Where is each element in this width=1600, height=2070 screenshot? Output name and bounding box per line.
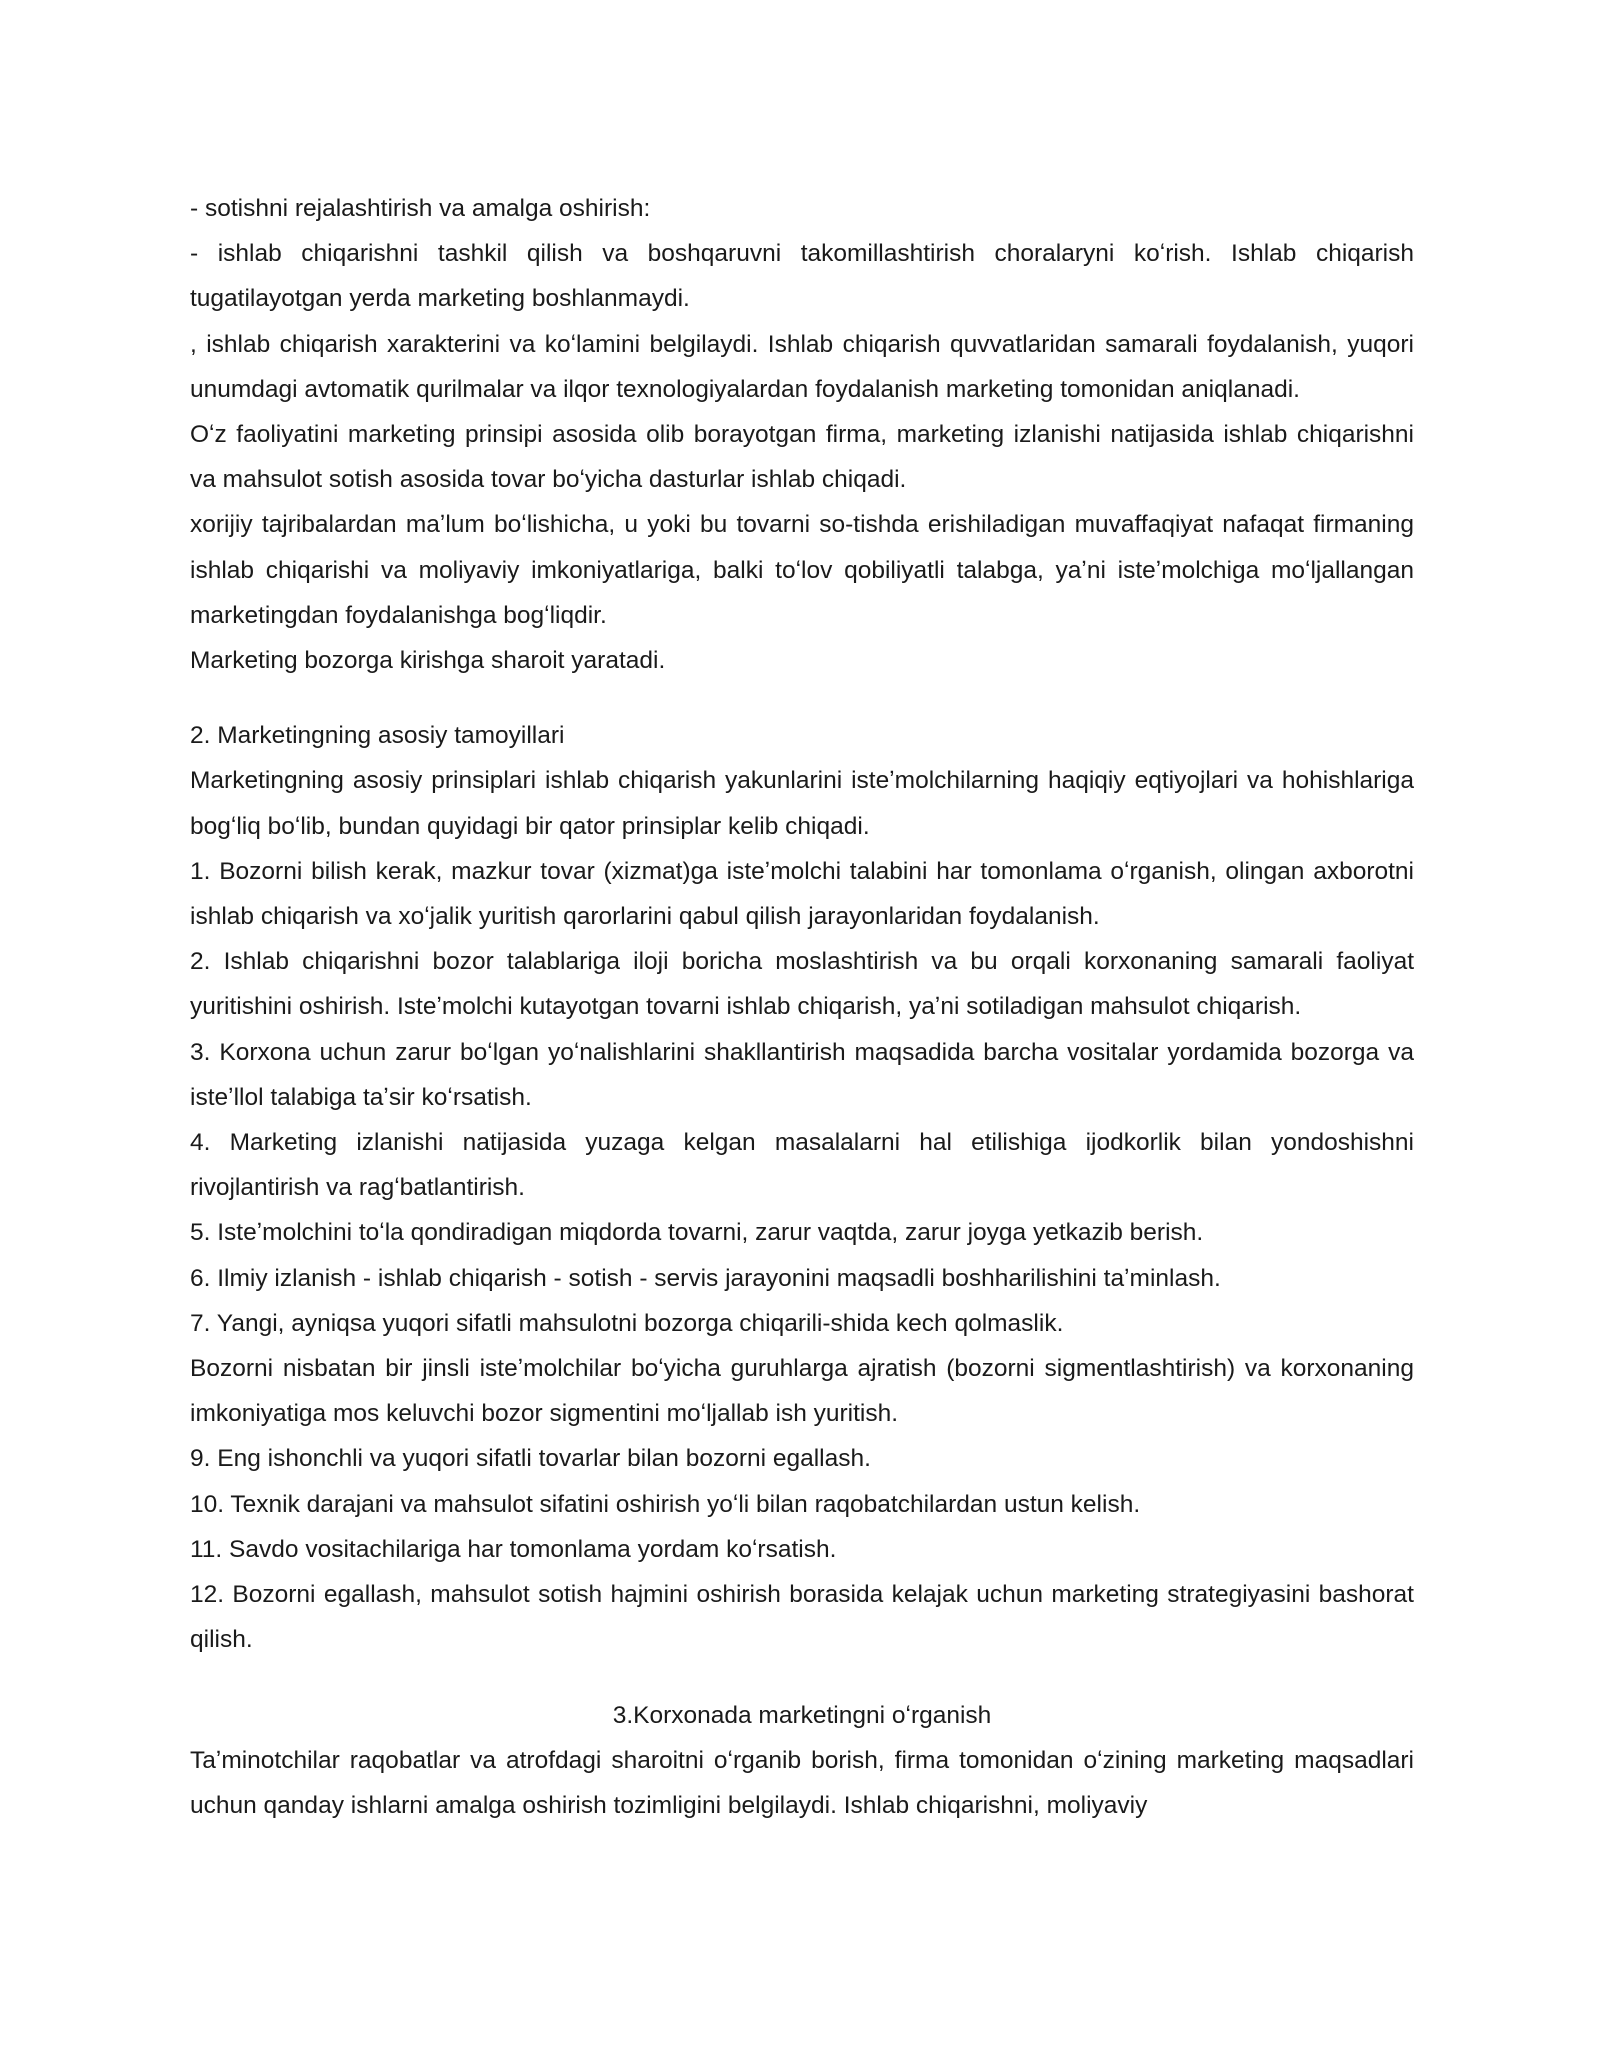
list-item: Bozorni nisbatan bir jinsli isteʼmolchilar boʻyicha guruhlarga ajratish (bozorni sigmentlashtirish) va korxonaning imkoniyatiga mos keluvchi bozor sigmentini moʻljallab ish yuritish. xyxy=(190,1355,1414,1428)
document-body xyxy=(190,186,1414,1828)
list-item: 10. Texnik darajani va mahsulot sifatini oshirish yoʻli bilan raqobatchilardan ustun kelish. xyxy=(190,1490,1141,1518)
paragraph: Taʼminotchilar raqobatlar va atrofdagi sharoitni oʻrganib borish, firma tomonidan oʻzining marketing maqsadlari uchun qanday ishlarni amalga oshirish tozimligini belgilaydi. Ishlab chiqarishni, moliyaviy xyxy=(190,1746,1414,1819)
paragraph: , ishlab chiqarish xarakterini va koʻlamini belgilaydi. Ishlab chiqarish quvvatlaridan samarali foydalanish, yuqori unumdagi avtomatik qurilmalar va ilqor texnologiyalardan foydalanish marketing tomonidan aniqlanadi. xyxy=(190,330,1414,403)
list-item: 11. Savdo vositachilariga har tomonlama yordam koʻrsatish. xyxy=(190,1535,837,1563)
paragraph: Marketingning asosiy prinsiplari ishlab chiqarish yakunlarini isteʼmolchilarning haqiqiy eqtiyojlari va hohishlariga bogʻliq boʻlib, bundan quyidagi bir qator prinsiplar kelib chiqadi. xyxy=(190,767,1414,840)
list-item: 2. Ishlab chiqarishni bozor talablariga iloji boricha moslashtirish va bu orqali korxonaning samarali faoliyat yuritishini oshirish. Isteʼmolchi kutayotgan tovarni ishlab chiqarish, yaʼni sotiladigan mahsulot chiqarish. xyxy=(190,948,1414,1021)
list-item: 6. Ilmiy izlanish - ishlab chiqarish - sotish - servis jarayonini maqsadli boshharilishini taʼminlash. xyxy=(190,1264,1221,1292)
paragraph: - sotishni rejalashtirish va amalga oshirish: xyxy=(190,195,651,222)
list-item: 12. Bozorni egallash, mahsulot sotish hajmini oshirish borasida kelajak uchun marketing strategiyasini bashorat qilish. xyxy=(190,1581,1414,1654)
list-item: 1. Bozorni bilish kerak, mazkur tovar (xizmat)ga isteʼmolchi talabini har tomonlama oʻrganish, olingan axborotni ishlab chiqarish va xoʻjalik yuritish qarorlarini qabul qilish jarayonlaridan foydalanish. xyxy=(190,857,1414,931)
paragraph: Oʻz faoliyatini marketing prinsipi asosida olib borayotgan firma, marketing izlanishi natijasida ishlab chiqarishni va mahsulot sotish asosida tovar boʻyicha dasturlar ishlab chiqadi. xyxy=(190,421,1414,494)
paragraph: xorijiy tajribalardan maʼlum boʻlishicha, u yoki bu tovarni so-tishda erishiladigan muvaffaqiyat nafaqat firmaning ishlab chiqarishi va moliyaviy imkoniyatlariga, balki toʻlov qobiliyatli talabga, yaʼni isteʼmolchiga moʻljallangan marketingdan foydalanishga bogʻliqdir. xyxy=(190,511,1414,629)
list-item: 7. Yangi, ayniqsa yuqori sifatli mahsulotni bozorga chiqarili-shida kech qolmaslik. xyxy=(190,1309,1064,1337)
list-item: 4. Marketing izlanishi natijasida yuzaga kelgan masalalarni hal etilishiga ijodkorlik bilan yondoshishni rivojlantirish va ragʻbatlantirish. xyxy=(190,1129,1414,1202)
paragraph: Marketing bozorga kirishga sharoit yaratadi. xyxy=(190,647,666,675)
section-heading: 2. Marketingning asosiy tamoyillari xyxy=(190,722,565,750)
paragraph: - ishlab chiqarishni tashkil qilish va boshqaruvni takomillashtirish choralaryni koʻrish. Ishlab chiqarish tugatilayotgan yerda marketing boshlanmaydi. xyxy=(190,240,1414,313)
list-item: 9. Eng ishonchli va yuqori sifatli tovarlar bilan bozorni egallash. xyxy=(190,1445,871,1473)
section-heading: 3.Korxonada marketingni oʻrganish xyxy=(612,1701,992,1729)
spacer xyxy=(190,683,1414,713)
spacer xyxy=(190,1663,1414,1693)
list-item: 3. Korxona uchun zarur boʻlgan yoʻnalishlarini shakllantirish maqsadida barcha vositalar yordamida bozorga va isteʼllol talabiga taʼsir koʻrsatish. xyxy=(190,1038,1414,1111)
list-item: 5. Isteʼmolchini toʻla qondiradigan miqdorda tovarni, zarur vaqtda, zarur joyga yetkazib berish. xyxy=(190,1219,1204,1247)
